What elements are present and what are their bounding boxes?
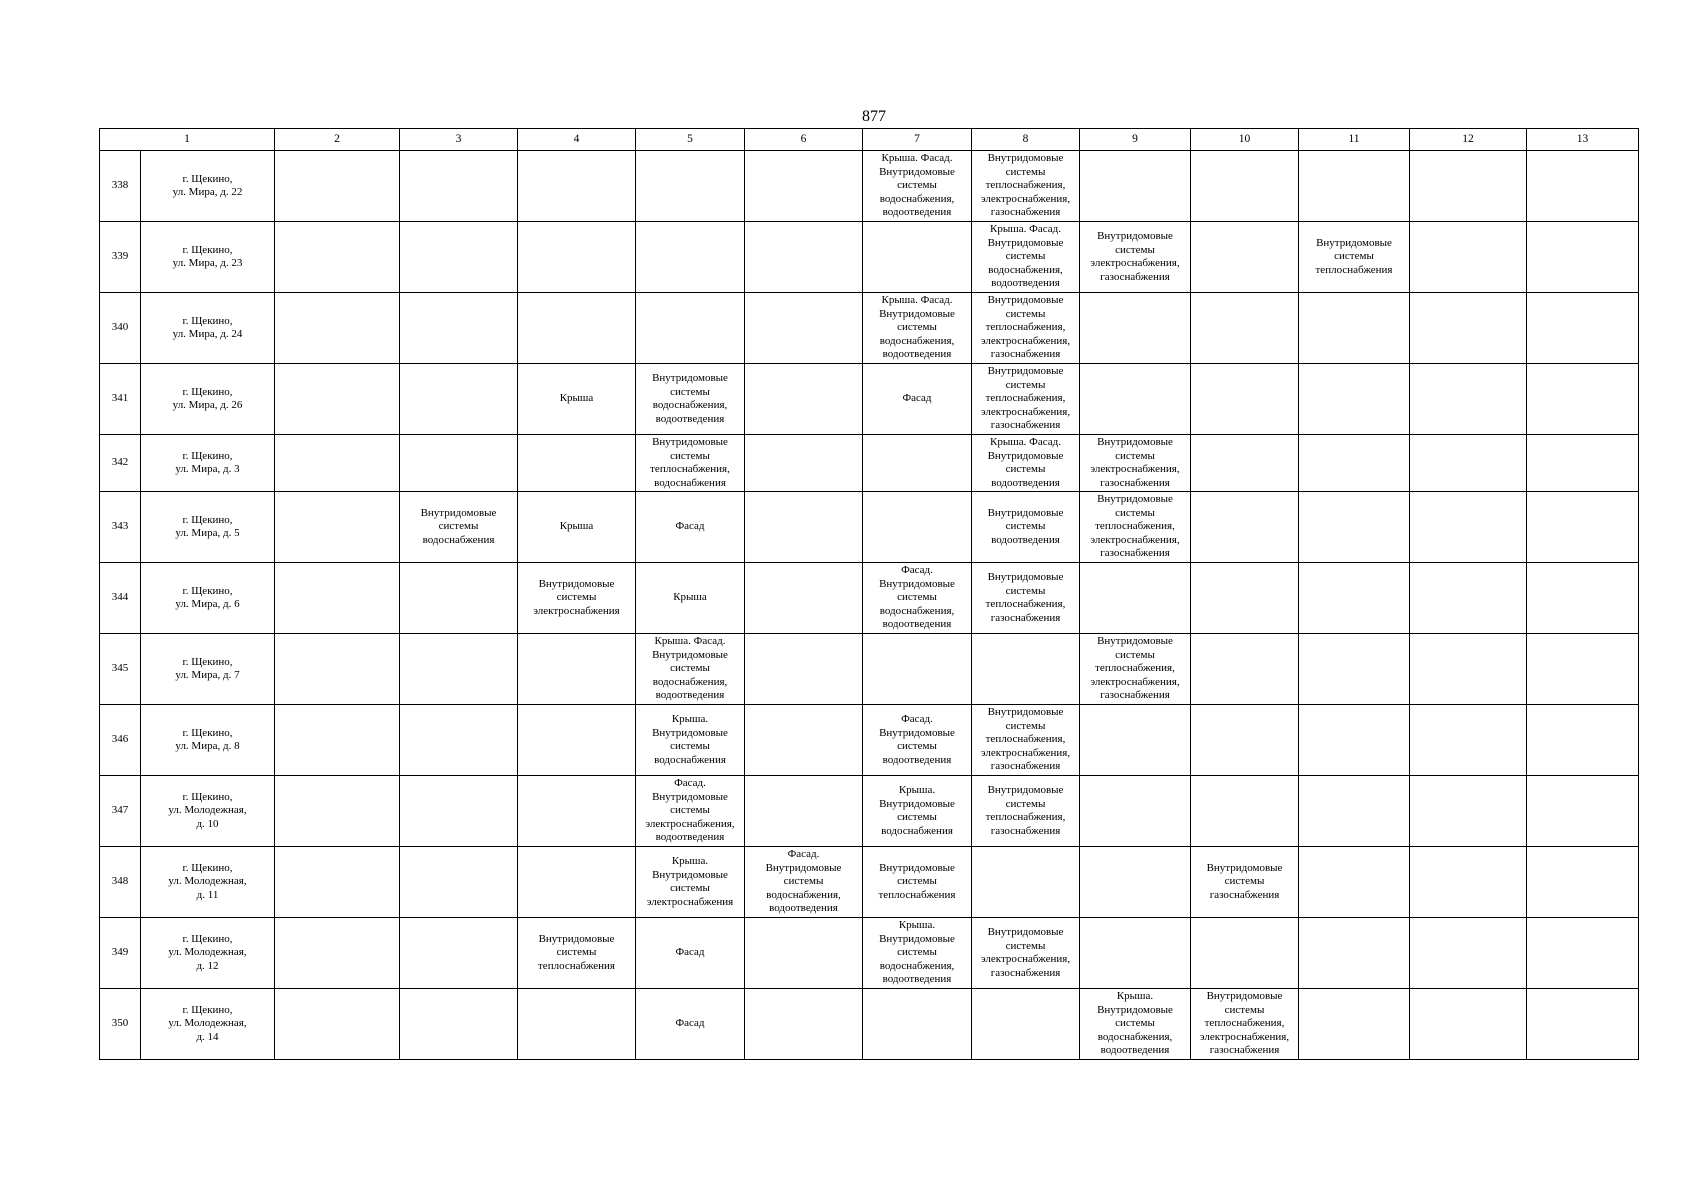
work-cell-col-8 — [972, 989, 1080, 1060]
work-cell-col-4 — [518, 989, 636, 1060]
work-cell-col-13 — [1527, 364, 1639, 435]
work-cell-col-3 — [400, 151, 518, 222]
work-cell-col-6 — [745, 222, 863, 293]
work-cell-col-7 — [863, 435, 972, 492]
row-number: 344 — [100, 563, 141, 634]
work-cell-col-12 — [1410, 847, 1527, 918]
work-cell-col-12 — [1410, 705, 1527, 776]
work-cell-col-8: Внутридомовые системы теплоснабжения, газоснабжения — [972, 563, 1080, 634]
work-cell-col-4: Крыша — [518, 492, 636, 563]
work-cell-col-3: Внутридомовые системы водоснабжения — [400, 492, 518, 563]
work-cell-col-9: Внутридомовые системы электроснабжения, газоснабжения — [1080, 435, 1191, 492]
work-cell-col-4 — [518, 293, 636, 364]
table-header-row — [100, 129, 1639, 151]
work-cell-col-5 — [636, 151, 745, 222]
work-cell-col-3 — [400, 776, 518, 847]
work-cell-col-13 — [1527, 847, 1639, 918]
work-cell-col-9: Крыша. Внутридомовые системы водоснабжения, водоотведения — [1080, 989, 1191, 1060]
work-cell-col-2 — [275, 705, 400, 776]
work-cell-col-3 — [400, 918, 518, 989]
work-cell-col-6 — [745, 563, 863, 634]
work-cell-col-11 — [1299, 364, 1410, 435]
work-cell-col-3 — [400, 435, 518, 492]
work-cell-col-10 — [1191, 151, 1299, 222]
address-cell: г. Щекино, ул. Молодежная, д. 12 — [141, 918, 275, 989]
address-cell: г. Щекино, ул. Молодежная, д. 14 — [141, 989, 275, 1060]
work-cell-col-7: Фасад. Внутридомовые системы водоотведения — [863, 705, 972, 776]
column-header: 11 — [1299, 129, 1410, 151]
work-cell-col-9: Внутридомовые системы теплоснабжения, электроснабжения, газоснабжения — [1080, 492, 1191, 563]
work-cell-col-11 — [1299, 492, 1410, 563]
row-number: 339 — [100, 222, 141, 293]
work-cell-col-10: Внутридомовые системы газоснабжения — [1191, 847, 1299, 918]
work-cell-col-8: Внутридомовые системы электроснабжения, газоснабжения — [972, 918, 1080, 989]
work-cell-col-8: Внутридомовые системы теплоснабжения, газоснабжения — [972, 776, 1080, 847]
address-cell: г. Щекино, ул. Молодежная, д. 10 — [141, 776, 275, 847]
work-cell-col-8: Внутридомовые системы водоотведения — [972, 492, 1080, 563]
work-cell-col-3 — [400, 364, 518, 435]
work-cell-col-12 — [1410, 222, 1527, 293]
row-number: 343 — [100, 492, 141, 563]
row-number: 345 — [100, 634, 141, 705]
column-header: 5 — [636, 129, 745, 151]
work-cell-col-10 — [1191, 435, 1299, 492]
work-cell-col-5: Внутридомовые системы теплоснабжения, водоснабжения — [636, 435, 745, 492]
work-cell-col-9: Внутридомовые системы теплоснабжения, электроснабжения, газоснабжения — [1080, 634, 1191, 705]
work-cell-col-10 — [1191, 293, 1299, 364]
address-cell: г. Щекино, ул. Мира, д. 22 — [141, 151, 275, 222]
work-cell-col-13 — [1527, 634, 1639, 705]
address-cell: г. Щекино, ул. Мира, д. 26 — [141, 364, 275, 435]
work-cell-col-9 — [1080, 364, 1191, 435]
work-cell-col-7: Внутридомовые системы теплоснабжения — [863, 847, 972, 918]
work-cell-col-4 — [518, 222, 636, 293]
work-cell-col-8: Крыша. Фасад. Внутридомовые системы водоотведения — [972, 435, 1080, 492]
work-cell-col-2 — [275, 847, 400, 918]
work-cell-col-13 — [1527, 776, 1639, 847]
work-cell-col-2 — [275, 293, 400, 364]
table-row — [100, 492, 1639, 563]
work-cell-col-6 — [745, 293, 863, 364]
work-cell-col-5 — [636, 222, 745, 293]
work-cell-col-6 — [745, 989, 863, 1060]
work-cell-col-10 — [1191, 776, 1299, 847]
row-number: 342 — [100, 435, 141, 492]
work-cell-col-12 — [1410, 776, 1527, 847]
work-cell-col-3 — [400, 634, 518, 705]
column-header: 8 — [972, 129, 1080, 151]
work-cell-col-10 — [1191, 705, 1299, 776]
table-row — [100, 705, 1639, 776]
column-header: 6 — [745, 129, 863, 151]
work-cell-col-11 — [1299, 705, 1410, 776]
work-cell-col-4: Внутридомовые системы электроснабжения — [518, 563, 636, 634]
work-cell-col-2 — [275, 918, 400, 989]
work-cell-col-6 — [745, 492, 863, 563]
work-cell-col-8: Внутридомовые системы теплоснабжения, электроснабжения, газоснабжения — [972, 364, 1080, 435]
work-cell-col-8: Крыша. Фасад. Внутридомовые системы водоснабжения, водоотведения — [972, 222, 1080, 293]
work-cell-col-12 — [1410, 989, 1527, 1060]
table-row — [100, 151, 1639, 222]
work-cell-col-12 — [1410, 364, 1527, 435]
work-cell-col-7: Крыша. Фасад. Внутридомовые системы водоснабжения, водоотведения — [863, 151, 972, 222]
work-cell-col-4 — [518, 847, 636, 918]
table-row — [100, 634, 1639, 705]
table-row — [100, 563, 1639, 634]
work-cell-col-2 — [275, 151, 400, 222]
work-cell-col-5: Фасад — [636, 492, 745, 563]
table-row — [100, 847, 1639, 918]
work-cell-col-10: Внутридомовые системы теплоснабжения, электроснабжения, газоснабжения — [1191, 989, 1299, 1060]
work-cell-col-13 — [1527, 492, 1639, 563]
work-cell-col-5: Крыша. Внутридомовые системы электроснабжения — [636, 847, 745, 918]
work-cell-col-8: Внутридомовые системы теплоснабжения, электроснабжения, газоснабжения — [972, 293, 1080, 364]
work-cell-col-3 — [400, 293, 518, 364]
work-cell-col-2 — [275, 492, 400, 563]
work-cell-col-11 — [1299, 918, 1410, 989]
work-cell-col-6 — [745, 776, 863, 847]
table-row — [100, 293, 1639, 364]
work-cell-col-7 — [863, 634, 972, 705]
work-cell-col-10 — [1191, 222, 1299, 293]
page-number: 877 — [862, 108, 886, 125]
work-cell-col-13 — [1527, 918, 1639, 989]
work-cell-col-10 — [1191, 563, 1299, 634]
work-cell-col-11 — [1299, 847, 1410, 918]
work-cell-col-11 — [1299, 634, 1410, 705]
column-header: 12 — [1410, 129, 1527, 151]
table-row — [100, 364, 1639, 435]
work-cell-col-6 — [745, 634, 863, 705]
work-cell-col-4 — [518, 705, 636, 776]
work-cell-col-12 — [1410, 563, 1527, 634]
row-number: 338 — [100, 151, 141, 222]
work-cell-col-7: Фасад — [863, 364, 972, 435]
work-cell-col-12 — [1410, 151, 1527, 222]
repair-schedule-table — [99, 128, 1639, 1060]
work-cell-col-11 — [1299, 151, 1410, 222]
work-cell-col-9 — [1080, 151, 1191, 222]
work-cell-col-3 — [400, 563, 518, 634]
work-cell-col-6 — [745, 435, 863, 492]
work-cell-col-12 — [1410, 918, 1527, 989]
work-cell-col-13 — [1527, 293, 1639, 364]
column-header: 4 — [518, 129, 636, 151]
work-cell-col-2 — [275, 222, 400, 293]
work-cell-col-9 — [1080, 293, 1191, 364]
address-cell: г. Щекино, ул. Мира, д. 3 — [141, 435, 275, 492]
work-cell-col-5: Крыша. Фасад. Внутридомовые системы водоснабжения, водоотведения — [636, 634, 745, 705]
row-number: 350 — [100, 989, 141, 1060]
work-cell-col-2 — [275, 435, 400, 492]
work-cell-col-9: Внутридомовые системы электроснабжения, газоснабжения — [1080, 222, 1191, 293]
work-cell-col-7: Крыша. Внутридомовые системы водоснабжения — [863, 776, 972, 847]
address-cell: г. Щекино, ул. Мира, д. 6 — [141, 563, 275, 634]
work-cell-col-7: Фасад. Внутридомовые системы водоснабжения, водоотведения — [863, 563, 972, 634]
table-row — [100, 435, 1639, 492]
address-cell: г. Щекино, ул. Мира, д. 8 — [141, 705, 275, 776]
row-number: 348 — [100, 847, 141, 918]
work-cell-col-6 — [745, 705, 863, 776]
work-cell-col-2 — [275, 563, 400, 634]
work-cell-col-11 — [1299, 563, 1410, 634]
work-cell-col-12 — [1410, 492, 1527, 563]
work-cell-col-6 — [745, 364, 863, 435]
column-header: 1 — [100, 129, 275, 151]
work-cell-col-8 — [972, 634, 1080, 705]
work-cell-col-4 — [518, 435, 636, 492]
table-row — [100, 222, 1639, 293]
address-cell: г. Щекино, ул. Мира, д. 24 — [141, 293, 275, 364]
work-cell-col-4: Внутридомовые системы теплоснабжения — [518, 918, 636, 989]
row-number: 346 — [100, 705, 141, 776]
column-header: 3 — [400, 129, 518, 151]
address-cell: г. Щекино, ул. Мира, д. 5 — [141, 492, 275, 563]
address-cell: г. Щекино, ул. Молодежная, д. 11 — [141, 847, 275, 918]
row-number: 347 — [100, 776, 141, 847]
work-cell-col-9 — [1080, 776, 1191, 847]
column-header: 13 — [1527, 129, 1639, 151]
work-cell-col-13 — [1527, 989, 1639, 1060]
column-header: 9 — [1080, 129, 1191, 151]
column-header: 2 — [275, 129, 400, 151]
work-cell-col-11 — [1299, 776, 1410, 847]
work-cell-col-3 — [400, 705, 518, 776]
work-cell-col-13 — [1527, 151, 1639, 222]
work-cell-col-3 — [400, 989, 518, 1060]
work-cell-col-9 — [1080, 847, 1191, 918]
work-cell-col-11 — [1299, 989, 1410, 1060]
table-row — [100, 989, 1639, 1060]
work-cell-col-2 — [275, 989, 400, 1060]
work-cell-col-3 — [400, 222, 518, 293]
work-cell-col-9 — [1080, 918, 1191, 989]
row-number: 340 — [100, 293, 141, 364]
work-cell-col-4 — [518, 634, 636, 705]
work-cell-col-11 — [1299, 293, 1410, 364]
work-cell-col-12 — [1410, 435, 1527, 492]
work-cell-col-5: Фасад. Внутридомовые системы электроснабжения, водоотведения — [636, 776, 745, 847]
work-cell-col-10 — [1191, 492, 1299, 563]
work-cell-col-9 — [1080, 563, 1191, 634]
work-cell-col-10 — [1191, 364, 1299, 435]
row-number: 349 — [100, 918, 141, 989]
work-cell-col-3 — [400, 847, 518, 918]
work-cell-col-5: Крыша — [636, 563, 745, 634]
work-cell-col-10 — [1191, 918, 1299, 989]
table-row — [100, 776, 1639, 847]
work-cell-col-8 — [972, 847, 1080, 918]
table-body — [100, 151, 1639, 1060]
work-cell-col-6 — [745, 151, 863, 222]
work-cell-col-5: Фасад — [636, 918, 745, 989]
work-cell-col-6 — [745, 918, 863, 989]
work-cell-col-8: Внутридомовые системы теплоснабжения, электроснабжения, газоснабжения — [972, 151, 1080, 222]
work-cell-col-12 — [1410, 293, 1527, 364]
work-cell-col-4: Крыша — [518, 364, 636, 435]
work-cell-col-6: Фасад. Внутридомовые системы водоснабжения, водоотведения — [745, 847, 863, 918]
table-row — [100, 918, 1639, 989]
work-cell-col-4 — [518, 776, 636, 847]
work-cell-col-11: Внутридомовые системы теплоснабжения — [1299, 222, 1410, 293]
work-cell-col-7: Крыша. Внутридомовые системы водоснабжения, водоотведения — [863, 918, 972, 989]
work-cell-col-7: Крыша. Фасад. Внутридомовые системы водоснабжения, водоотведения — [863, 293, 972, 364]
work-cell-col-5: Внутридомовые системы водоснабжения, водоотведения — [636, 364, 745, 435]
work-cell-col-7 — [863, 492, 972, 563]
work-cell-col-5: Крыша. Внутридомовые системы водоснабжения — [636, 705, 745, 776]
work-cell-col-13 — [1527, 435, 1639, 492]
work-cell-col-2 — [275, 634, 400, 705]
work-cell-col-11 — [1299, 435, 1410, 492]
work-cell-col-5 — [636, 293, 745, 364]
work-cell-col-12 — [1410, 634, 1527, 705]
column-header: 10 — [1191, 129, 1299, 151]
work-cell-col-7 — [863, 989, 972, 1060]
work-cell-col-9 — [1080, 705, 1191, 776]
work-cell-col-10 — [1191, 634, 1299, 705]
column-header: 7 — [863, 129, 972, 151]
work-cell-col-5: Фасад — [636, 989, 745, 1060]
work-cell-col-13 — [1527, 563, 1639, 634]
work-cell-col-8: Внутридомовые системы теплоснабжения, электроснабжения, газоснабжения — [972, 705, 1080, 776]
address-cell: г. Щекино, ул. Мира, д. 7 — [141, 634, 275, 705]
work-cell-col-2 — [275, 364, 400, 435]
work-cell-col-2 — [275, 776, 400, 847]
work-cell-col-7 — [863, 222, 972, 293]
work-cell-col-4 — [518, 151, 636, 222]
row-number: 341 — [100, 364, 141, 435]
work-cell-col-13 — [1527, 705, 1639, 776]
work-cell-col-13 — [1527, 222, 1639, 293]
address-cell: г. Щекино, ул. Мира, д. 23 — [141, 222, 275, 293]
